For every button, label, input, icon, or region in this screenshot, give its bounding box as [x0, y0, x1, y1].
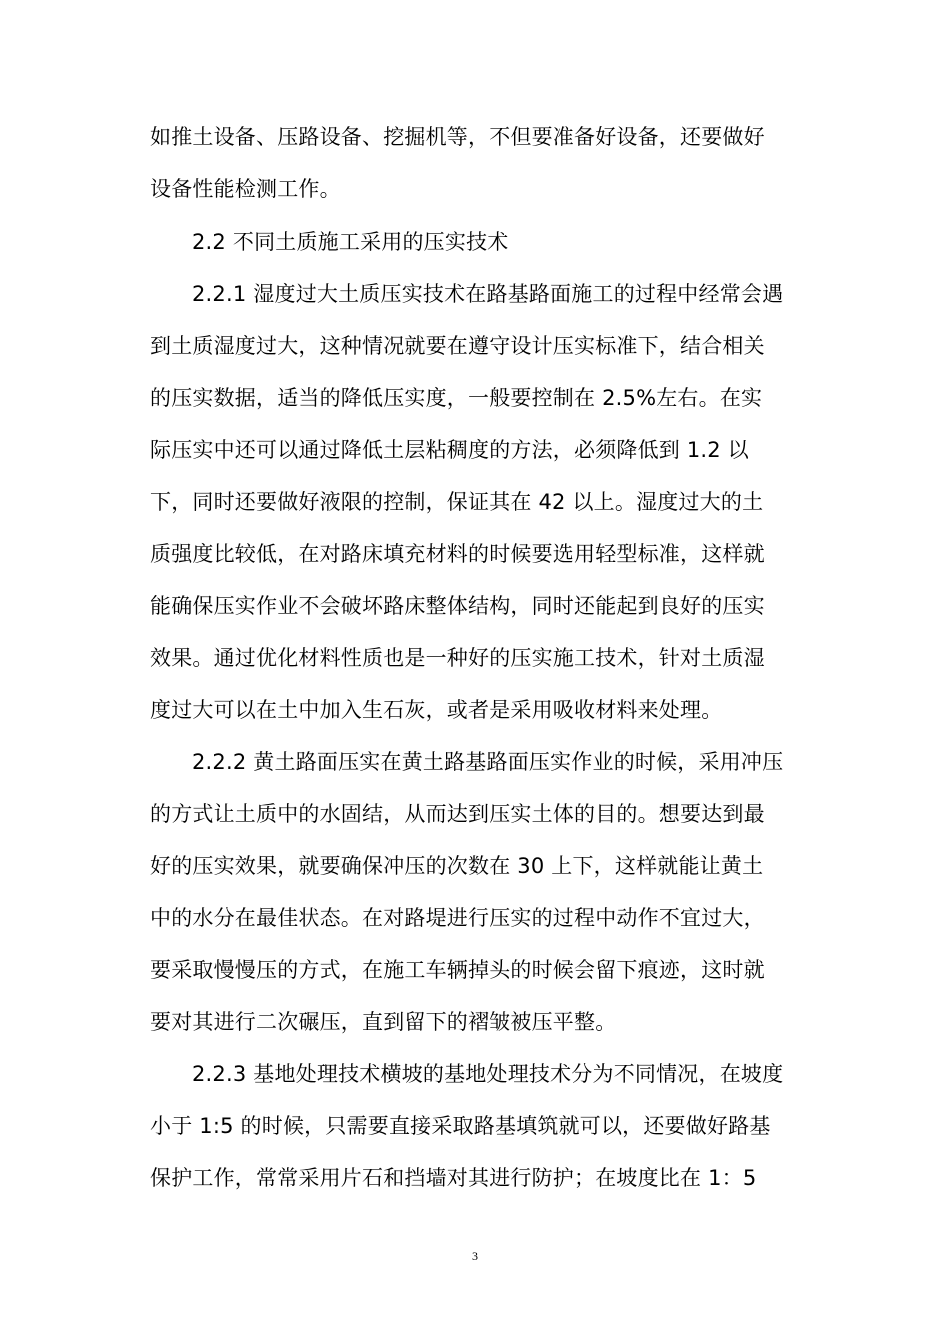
- text-line: 际压实中还可以通过降低土层粘稠度的方法，必须降低到 1.2 以: [150, 438, 749, 462]
- section-heading: 2.2 不同土质施工采用的压实技术: [192, 230, 509, 254]
- text-line: 保护工作，常常采用片石和挡墙对其进行防护；在坡度比在 1：5: [150, 1166, 757, 1190]
- text-line: 设备性能检测工作。: [150, 177, 341, 201]
- text-line: 效果。通过优化材料性质也是一种好的压实施工技术，针对土质湿: [150, 646, 765, 670]
- text-line: 的方式让土质中的水固结，从而达到压实土体的目的。想要达到最: [150, 802, 765, 826]
- text-line: 2.2.1 湿度过大土质压实技术在路基路面施工的过程中经常会遇: [192, 282, 784, 306]
- text-line: 质强度比较低，在对路床填充材料的时候要选用轻型标准，这样就: [150, 542, 765, 566]
- text-line: 度过大可以在土中加入生石灰，或者是采用吸收材料来处理。: [150, 698, 723, 722]
- text-line: 要对其进行二次碾压，直到留下的褶皱被压平整。: [150, 1010, 617, 1034]
- text-line: 如推土设备、压路设备、挖掘机等，不但要准备好设备，还要做好: [150, 125, 765, 149]
- text-line: 小于 1:5 的时候，只需要直接采取路基填筑就可以，还要做好路基: [150, 1114, 771, 1138]
- text-line: 好的压实效果，就要确保冲压的次数在 30 上下，这样就能让黄土: [150, 854, 764, 878]
- text-line: 能确保压实作业不会破坏路床整体结构，同时还能起到良好的压实: [150, 594, 765, 618]
- text-line: 到土质湿度过大，这种情况就要在遵守设计压实标准下，结合相关: [150, 334, 765, 358]
- text-line: 2.2.2 黄土路面压实在黄土路基路面压实作业的时候，采用冲压: [192, 750, 784, 774]
- text-line: 下，同时还要做好液限的控制，保证其在 42 以上。湿度过大的土: [150, 490, 764, 514]
- text-line: 的压实数据，适当的降低压实度，一般要控制在 2.5%左右。在实: [150, 386, 763, 410]
- text-line: 2.2.3 基地处理技术横坡的基地处理技术分为不同情况，在坡度: [192, 1062, 784, 1086]
- text-line: 中的水分在最佳状态。在对路堤进行压实的过程中动作不宜过大，: [150, 906, 765, 930]
- text-line: 要采取慢慢压的方式，在施工车辆掉头的时候会留下痕迹，这时就: [150, 958, 765, 982]
- page-number: 3: [472, 1249, 478, 1263]
